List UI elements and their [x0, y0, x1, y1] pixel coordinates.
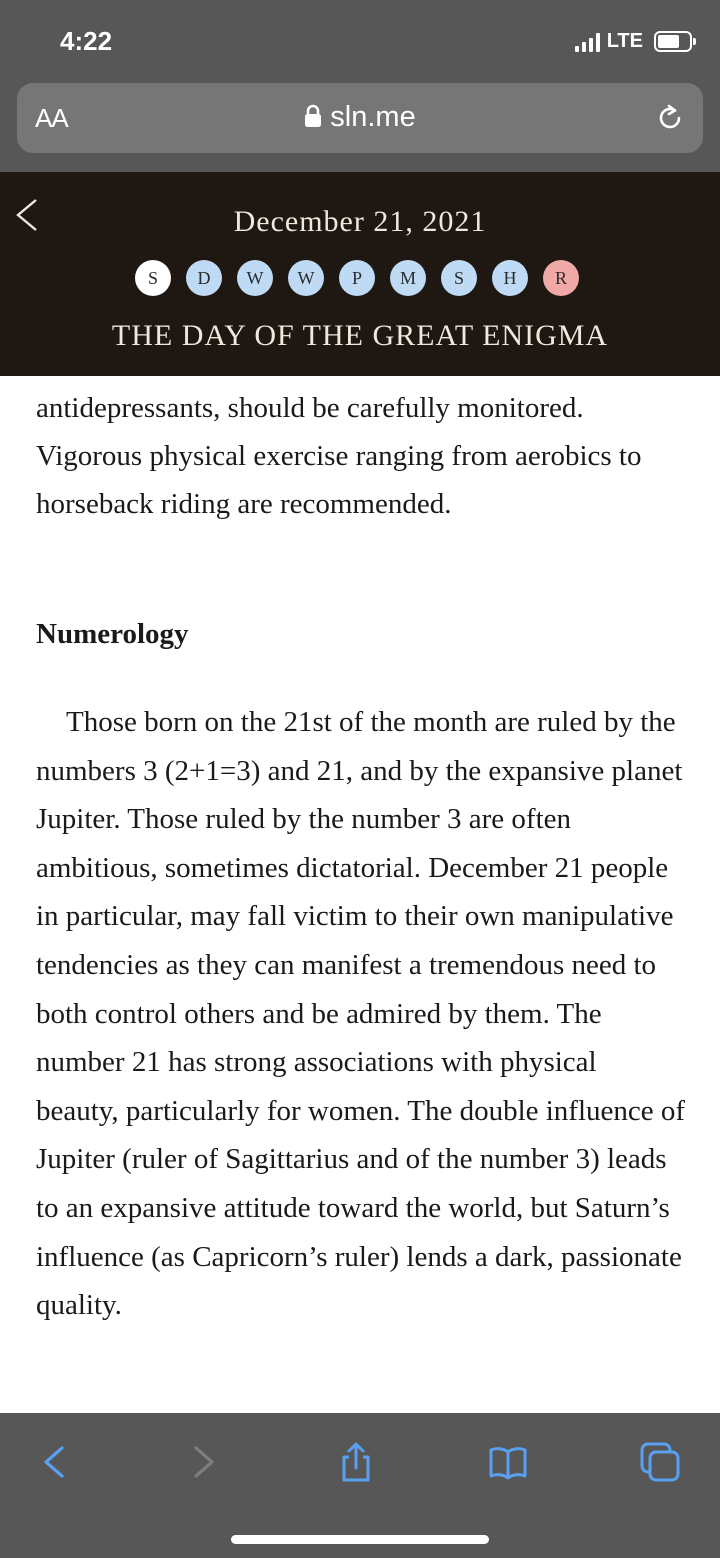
- browser-chrome-top: [0, 0, 720, 172]
- url-domain: sln.me: [330, 101, 416, 133]
- url-display[interactable]: [17, 101, 703, 134]
- sign-badge-r[interactable]: R: [543, 260, 579, 296]
- intro-paragraph: antidepressants, should be carefully monitored. Vigorous physical exercise ranging from aerobics to horseback riding are recommended.: [36, 392, 642, 520]
- home-indicator[interactable]: [231, 1535, 489, 1544]
- text-size-label: AA: [35, 103, 68, 133]
- section-heading: Numerology: [36, 618, 189, 650]
- page-date: December 21, 2021: [233, 205, 487, 238]
- sign-badge-h[interactable]: H: [492, 260, 528, 296]
- share-icon[interactable]: [334, 1440, 378, 1484]
- signal-strength-icon: [575, 32, 600, 52]
- lock-icon: [304, 104, 322, 128]
- sign-badge-d[interactable]: D: [186, 260, 222, 296]
- article-body: [36, 384, 686, 1330]
- page-header: [0, 172, 720, 376]
- zodiac-sign-list: [135, 260, 579, 296]
- sign-badge-w[interactable]: W: [237, 260, 273, 296]
- sign-badge-s-2[interactable]: S: [441, 260, 477, 296]
- sign-badge-s[interactable]: S: [135, 260, 171, 296]
- numerology-paragraph: Those born on the 21st of the month are ruled by the numbers 3 (2+1=3) and 21, and by the expansive planet Jupiter. Those ruled by the number 3 are often ambitious, sometimes dictatorial. December 21 people in particular, may fall victim to their own manipulative tendencies as they can manifest a tremendous need to both control others and be admired by them. The number 21 has strong associations with physical beauty, particularly for women. The double influence of Jupiter (ruler of Sagittarius and of the number 3) leads to an expansive attitude toward the world, but Saturn’s influence (as Capricorn’s ruler) lends a dark, passionate quality.: [36, 706, 686, 1322]
- day-title: THE DAY OF THE GREAT ENIGMA: [111, 319, 609, 352]
- battery-icon: [654, 31, 692, 52]
- browser-forward-icon[interactable]: [180, 1440, 224, 1484]
- browser-back-icon[interactable]: [34, 1440, 78, 1484]
- sign-badge-m[interactable]: M: [390, 260, 426, 296]
- network-type: LTE: [606, 30, 643, 52]
- sign-badge-p[interactable]: P: [339, 260, 375, 296]
- status-indicators: [575, 30, 692, 53]
- bookmarks-icon[interactable]: [486, 1440, 530, 1484]
- status-time: 4:22: [60, 26, 113, 56]
- sign-badge-w-2[interactable]: W: [288, 260, 324, 296]
- address-bar[interactable]: [17, 83, 703, 153]
- reload-icon[interactable]: [655, 103, 685, 133]
- tabs-icon[interactable]: [638, 1440, 682, 1484]
